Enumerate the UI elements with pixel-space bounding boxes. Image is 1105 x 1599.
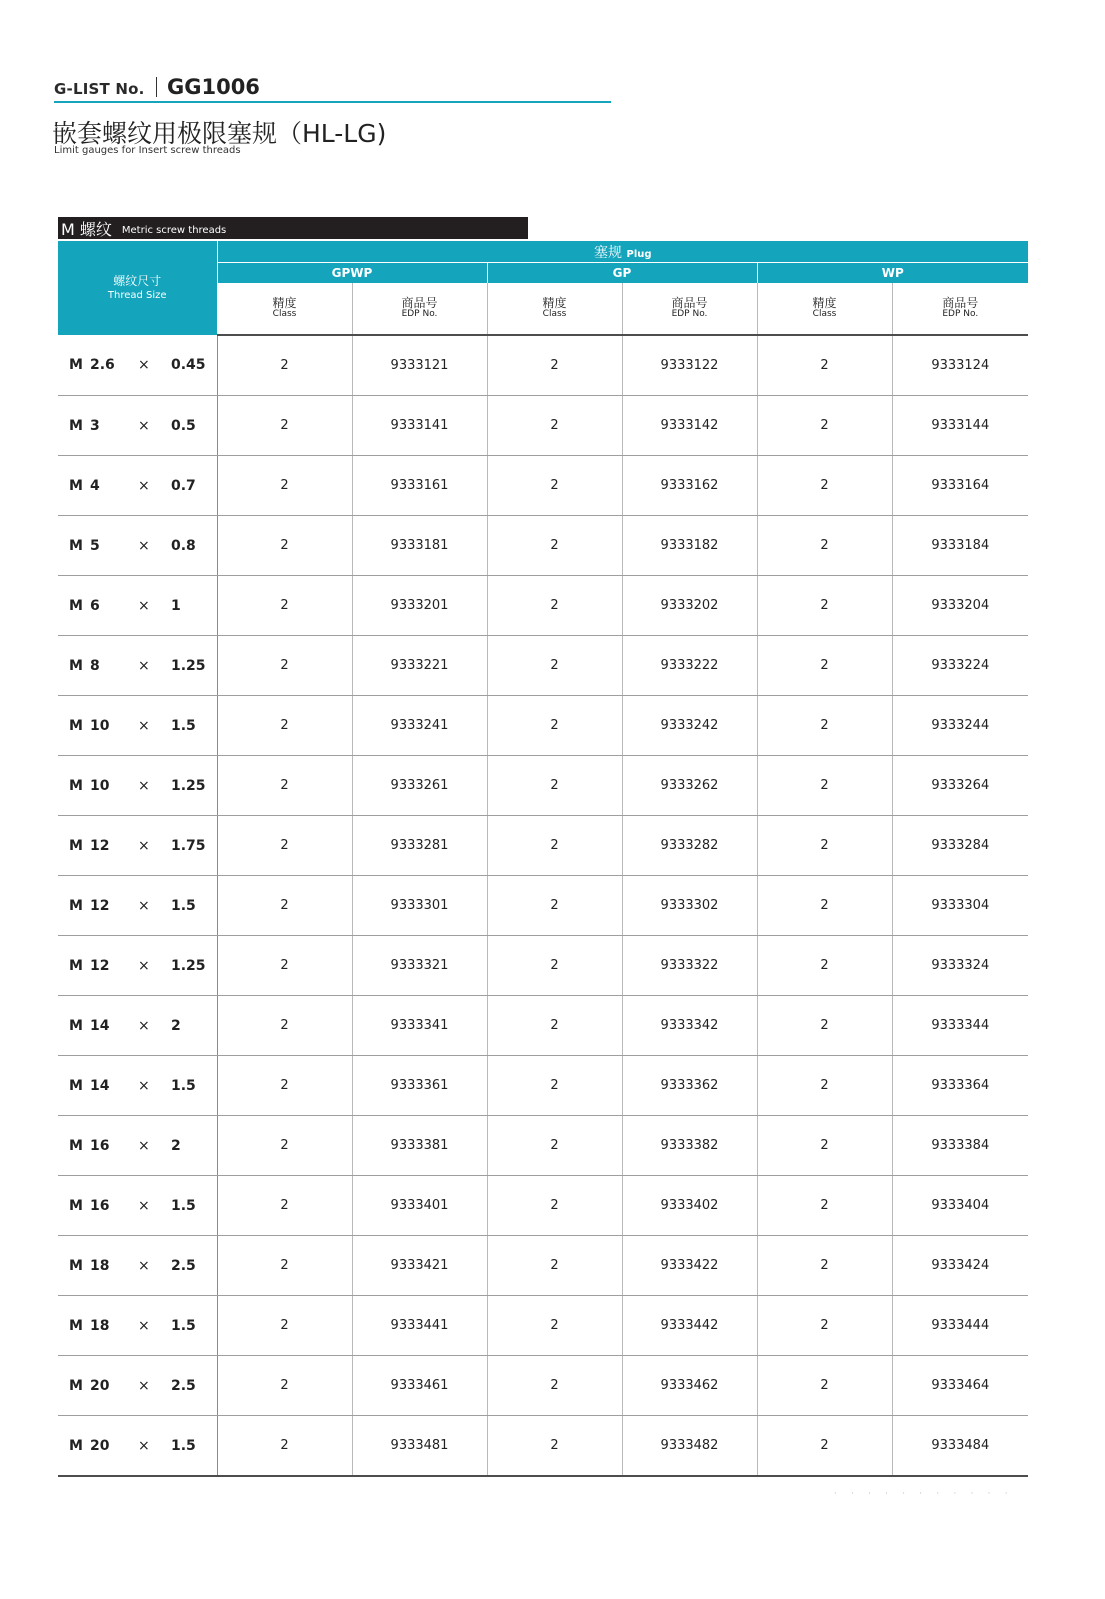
header-rule — [54, 101, 611, 103]
times-sign: × — [138, 897, 150, 914]
times-sign: × — [138, 657, 150, 674]
thread-prefix: M — [69, 1437, 83, 1454]
gpwp-class: 2 — [217, 1416, 352, 1477]
gp-edp: 9333322 — [622, 936, 757, 996]
edp-header — [622, 283, 757, 335]
thread-diameter: 4 — [90, 477, 100, 494]
thread-diameter: 14 — [90, 1017, 110, 1034]
wp-class: 2 — [757, 996, 892, 1056]
gpwp-class: 2 — [217, 576, 352, 636]
wp-edp: 9333464 — [892, 1356, 1028, 1416]
gpwp-class: 2 — [217, 1356, 352, 1416]
group-header-gp: GP — [487, 263, 757, 284]
thread-prefix: M — [69, 1257, 83, 1274]
thread-pitch: 2.5 — [171, 1257, 196, 1274]
table-row — [58, 1176, 1028, 1236]
class-header-cn: 精度 — [272, 295, 297, 310]
times-sign: × — [138, 1377, 150, 1394]
gpwp-class: 2 — [217, 876, 352, 936]
times-sign: × — [138, 957, 150, 974]
gp-edp: 9333262 — [622, 756, 757, 816]
thread-prefix: M — [69, 477, 83, 494]
gpwp-class: 2 — [217, 1236, 352, 1296]
gp-edp: 9333402 — [622, 1176, 757, 1236]
wp-class: 2 — [757, 1116, 892, 1176]
wp-class: 2 — [757, 516, 892, 576]
wp-edp: 9333184 — [892, 516, 1028, 576]
class-header — [757, 283, 892, 335]
edp-header-en: EDP No. — [942, 309, 979, 320]
gpwp-class: 2 — [217, 396, 352, 456]
thread-prefix: M — [69, 1017, 83, 1034]
gpwp-edp: 9333361 — [352, 1056, 487, 1116]
times-sign: × — [138, 1437, 150, 1454]
product-table — [58, 241, 1028, 1477]
thread-prefix: M — [69, 657, 83, 674]
thread-pitch: 2.5 — [171, 1377, 196, 1394]
gp-edp: 9333462 — [622, 1356, 757, 1416]
wp-class: 2 — [757, 456, 892, 516]
gp-class: 2 — [487, 996, 622, 1056]
gpwp-edp: 9333181 — [352, 516, 487, 576]
thread-pitch: 0.7 — [171, 477, 196, 494]
times-sign: × — [138, 1077, 150, 1094]
wp-edp: 9333404 — [892, 1176, 1028, 1236]
wp-edp: 9333304 — [892, 876, 1028, 936]
wp-class: 2 — [757, 1056, 892, 1116]
thread-diameter: 18 — [90, 1317, 110, 1334]
table-body — [58, 335, 1028, 1476]
thread-pitch: 1.5 — [171, 1197, 196, 1214]
thread-prefix: M — [69, 1137, 83, 1154]
gpwp-class: 2 — [217, 516, 352, 576]
thread-prefix: M — [69, 837, 83, 854]
table-row — [58, 1296, 1028, 1356]
thread-size-cell — [58, 1236, 217, 1296]
thread-prefix: M — [69, 537, 83, 554]
plug-header — [217, 241, 1028, 263]
gp-edp: 9333422 — [622, 1236, 757, 1296]
gp-class: 2 — [487, 396, 622, 456]
class-header-en: Class — [542, 309, 567, 320]
edp-header-cn: 商品号 — [671, 295, 708, 310]
thread-size-cell — [58, 396, 217, 456]
gpwp-edp: 9333461 — [352, 1356, 487, 1416]
wp-edp: 9333424 — [892, 1236, 1028, 1296]
thread-diameter: 16 — [90, 1137, 110, 1154]
thread-diameter: 16 — [90, 1197, 110, 1214]
gp-edp: 9333282 — [622, 816, 757, 876]
times-sign: × — [138, 1197, 150, 1214]
thread-size-cell — [58, 996, 217, 1056]
glist-label: G-LIST No. — [54, 80, 145, 98]
thread-diameter: 3 — [90, 417, 100, 434]
thread-prefix: M — [69, 417, 83, 434]
thread-size-cell — [58, 876, 217, 936]
table-row — [58, 996, 1028, 1056]
wp-class: 2 — [757, 1176, 892, 1236]
wp-edp: 9333384 — [892, 1116, 1028, 1176]
times-sign: × — [138, 837, 150, 854]
thread-pitch: 0.45 — [171, 357, 206, 373]
thread-pitch: 1.25 — [171, 777, 206, 794]
wp-edp: 9333124 — [892, 335, 1028, 396]
gpwp-edp: 9333441 — [352, 1296, 487, 1356]
wp-class: 2 — [757, 576, 892, 636]
thread-prefix: M — [69, 1077, 83, 1094]
gpwp-class: 2 — [217, 816, 352, 876]
table-row — [58, 876, 1028, 936]
gp-class: 2 — [487, 636, 622, 696]
wp-class: 2 — [757, 1416, 892, 1477]
thread-diameter: 18 — [90, 1257, 110, 1274]
table-row — [58, 576, 1028, 636]
gp-edp: 9333382 — [622, 1116, 757, 1176]
gp-class: 2 — [487, 1296, 622, 1356]
wp-class: 2 — [757, 1296, 892, 1356]
plug-header-cn: 塞规 — [594, 244, 623, 261]
wp-edp: 9333444 — [892, 1296, 1028, 1356]
gp-edp: 9333202 — [622, 576, 757, 636]
glist-header — [54, 74, 260, 99]
wp-edp: 9333204 — [892, 576, 1028, 636]
times-sign: × — [138, 597, 150, 614]
thread-pitch: 2 — [171, 1017, 181, 1034]
thread-size-cell — [58, 576, 217, 636]
wp-class: 2 — [757, 936, 892, 996]
wp-edp: 9333244 — [892, 696, 1028, 756]
footer-dots: · · · · · · · · · · · — [834, 1489, 1014, 1498]
times-sign: × — [138, 537, 150, 554]
page-title: 嵌套螺纹用极限塞规（HL-LG) — [52, 119, 387, 148]
gpwp-class: 2 — [217, 335, 352, 396]
times-sign: × — [138, 1137, 150, 1154]
edp-header — [892, 283, 1028, 335]
thread-diameter: 14 — [90, 1077, 110, 1094]
table-row — [58, 936, 1028, 996]
thread-diameter: 12 — [90, 837, 110, 854]
edp-header-cn: 商品号 — [942, 295, 979, 310]
table-row — [58, 696, 1028, 756]
thread-diameter: 20 — [90, 1377, 110, 1394]
gp-class: 2 — [487, 876, 622, 936]
wp-class: 2 — [757, 816, 892, 876]
gp-class: 2 — [487, 1416, 622, 1477]
thread-prefix: M — [69, 777, 83, 794]
thread-pitch: 1.5 — [171, 1437, 196, 1454]
wp-edp: 9333164 — [892, 456, 1028, 516]
wp-class: 2 — [757, 756, 892, 816]
class-header-cn: 精度 — [542, 295, 567, 310]
thread-diameter: 12 — [90, 957, 110, 974]
gpwp-class: 2 — [217, 756, 352, 816]
table-row — [58, 516, 1028, 576]
table-row — [58, 756, 1028, 816]
gp-class: 2 — [487, 1236, 622, 1296]
times-sign: × — [138, 777, 150, 794]
gpwp-edp: 9333121 — [352, 335, 487, 396]
gp-edp: 9333302 — [622, 876, 757, 936]
gpwp-edp: 9333221 — [352, 636, 487, 696]
gpwp-edp: 9333241 — [352, 696, 487, 756]
gp-class: 2 — [487, 1056, 622, 1116]
gp-edp: 9333242 — [622, 696, 757, 756]
gp-edp: 9333142 — [622, 396, 757, 456]
thread-prefix: M — [69, 957, 83, 974]
gpwp-class: 2 — [217, 1116, 352, 1176]
gpwp-edp: 9333161 — [352, 456, 487, 516]
gp-class: 2 — [487, 756, 622, 816]
table-row — [58, 456, 1028, 516]
gp-class: 2 — [487, 816, 622, 876]
thread-size-cell — [58, 696, 217, 756]
gpwp-class: 2 — [217, 936, 352, 996]
gp-edp: 9333442 — [622, 1296, 757, 1356]
wp-class: 2 — [757, 696, 892, 756]
wp-class: 2 — [757, 335, 892, 396]
thread-pitch: 0.8 — [171, 537, 196, 554]
class-header-cn: 精度 — [812, 295, 837, 310]
class-header-en: Class — [812, 309, 837, 320]
table-row — [58, 1416, 1028, 1477]
thread-prefix: M — [69, 1377, 83, 1394]
gp-class: 2 — [487, 1356, 622, 1416]
gp-edp: 9333122 — [622, 335, 757, 396]
gp-edp: 9333362 — [622, 1056, 757, 1116]
thread-prefix: M — [69, 1317, 83, 1334]
thread-diameter: 6 — [90, 597, 100, 614]
wp-class: 2 — [757, 876, 892, 936]
gpwp-class: 2 — [217, 456, 352, 516]
gpwp-class: 2 — [217, 636, 352, 696]
gpwp-edp: 9333381 — [352, 1116, 487, 1176]
gpwp-edp: 9333341 — [352, 996, 487, 1056]
thread-size-cell — [58, 1296, 217, 1356]
wp-edp: 9333324 — [892, 936, 1028, 996]
thread-pitch: 1.5 — [171, 1077, 196, 1094]
thread-size-cell — [58, 1056, 217, 1116]
gp-edp: 9333162 — [622, 456, 757, 516]
gp-class: 2 — [487, 1116, 622, 1176]
gpwp-class: 2 — [217, 1296, 352, 1356]
group-header-gpwp: GPWP — [217, 263, 487, 284]
gpwp-edp: 9333261 — [352, 756, 487, 816]
gp-class: 2 — [487, 456, 622, 516]
thread-diameter: 10 — [90, 717, 110, 734]
times-sign: × — [138, 477, 150, 494]
thread-diameter: 8 — [90, 657, 100, 674]
gp-class: 2 — [487, 335, 622, 396]
thread-pitch: 1.25 — [171, 657, 206, 674]
thread-size-header — [58, 241, 217, 335]
thread-size-cell — [58, 1176, 217, 1236]
gp-edp: 9333182 — [622, 516, 757, 576]
wp-class: 2 — [757, 636, 892, 696]
gp-edp: 9333342 — [622, 996, 757, 1056]
wp-edp: 9333264 — [892, 756, 1028, 816]
gp-class: 2 — [487, 516, 622, 576]
section-title-bar — [58, 217, 528, 239]
gpwp-edp: 9333421 — [352, 1236, 487, 1296]
thread-prefix: M — [69, 1197, 83, 1214]
edp-header — [352, 283, 487, 335]
gp-class: 2 — [487, 576, 622, 636]
thread-size-cell — [58, 1116, 217, 1176]
thread-pitch: 1.5 — [171, 717, 196, 734]
glist-code: GG1006 — [167, 75, 260, 99]
gp-class: 2 — [487, 1176, 622, 1236]
edp-header-cn: 商品号 — [401, 295, 438, 310]
section-title-cn: M 螺纹 — [61, 219, 112, 239]
times-sign: × — [138, 357, 150, 373]
thread-pitch: 1 — [171, 597, 181, 614]
table-row — [58, 1356, 1028, 1416]
gpwp-class: 2 — [217, 996, 352, 1056]
thread-size-cell — [58, 335, 217, 396]
times-sign: × — [138, 1317, 150, 1334]
thread-prefix: M — [69, 897, 83, 914]
wp-class: 2 — [757, 1236, 892, 1296]
gp-edp: 9333222 — [622, 636, 757, 696]
thread-diameter: 5 — [90, 537, 100, 554]
gpwp-class: 2 — [217, 1176, 352, 1236]
wp-edp: 9333484 — [892, 1416, 1028, 1477]
wp-edp: 9333144 — [892, 396, 1028, 456]
table-row — [58, 396, 1028, 456]
gp-class: 2 — [487, 696, 622, 756]
gpwp-class: 2 — [217, 1056, 352, 1116]
gp-class: 2 — [487, 936, 622, 996]
thread-diameter: 2.6 — [90, 357, 115, 373]
thread-size-cell — [58, 1416, 217, 1477]
thread-size-cell — [58, 636, 217, 696]
class-header — [487, 283, 622, 335]
wp-edp: 9333344 — [892, 996, 1028, 1056]
thread-prefix: M — [69, 717, 83, 734]
gpwp-edp: 9333141 — [352, 396, 487, 456]
wp-edp: 9333284 — [892, 816, 1028, 876]
plug-header-en: Plug — [626, 248, 652, 260]
gpwp-edp: 9333201 — [352, 576, 487, 636]
thread-size-cell — [58, 816, 217, 876]
table-row — [58, 1056, 1028, 1116]
section-title-en: Metric screw threads — [121, 224, 227, 236]
gp-edp: 9333482 — [622, 1416, 757, 1477]
thread-pitch: 2 — [171, 1137, 181, 1154]
group-header-wp: WP — [757, 263, 1028, 284]
thread-diameter: 12 — [90, 897, 110, 914]
times-sign: × — [138, 717, 150, 734]
wp-class: 2 — [757, 396, 892, 456]
times-sign: × — [138, 417, 150, 434]
thread-pitch: 1.25 — [171, 957, 206, 974]
thread-size-header-cn: 螺纹尺寸 — [113, 274, 162, 289]
thread-diameter: 10 — [90, 777, 110, 794]
times-sign: × — [138, 1257, 150, 1274]
table-row — [58, 1236, 1028, 1296]
thread-pitch: 1.75 — [171, 837, 206, 854]
class-header — [217, 283, 352, 335]
thread-pitch: 1.5 — [171, 897, 196, 914]
thread-size-header-en: Thread Size — [107, 289, 167, 301]
thread-pitch: 0.5 — [171, 417, 196, 434]
thread-size-cell — [58, 516, 217, 576]
thread-prefix: M — [69, 597, 83, 614]
wp-class: 2 — [757, 1356, 892, 1416]
wp-edp: 9333224 — [892, 636, 1028, 696]
table-row — [58, 636, 1028, 696]
times-sign: × — [138, 1017, 150, 1034]
gpwp-edp: 9333481 — [352, 1416, 487, 1477]
thread-size-cell — [58, 1356, 217, 1416]
table-row — [58, 335, 1028, 396]
edp-header-en: EDP No. — [671, 309, 708, 320]
thread-pitch: 1.5 — [171, 1317, 196, 1334]
wp-edp: 9333364 — [892, 1056, 1028, 1116]
thread-size-cell — [58, 756, 217, 816]
table-row — [58, 1116, 1028, 1176]
gpwp-edp: 9333321 — [352, 936, 487, 996]
thread-diameter: 20 — [90, 1437, 110, 1454]
thread-prefix: M — [69, 357, 83, 373]
page-subtitle: Limit gauges for Insert screw threads — [54, 145, 241, 156]
thread-size-cell — [58, 456, 217, 516]
gpwp-class: 2 — [217, 696, 352, 756]
edp-header-en: EDP No. — [401, 309, 438, 320]
thread-size-cell — [58, 936, 217, 996]
header-divider — [156, 77, 158, 97]
class-header-en: Class — [272, 309, 297, 320]
gpwp-edp: 9333401 — [352, 1176, 487, 1236]
table-row — [58, 816, 1028, 876]
gpwp-edp: 9333301 — [352, 876, 487, 936]
gpwp-edp: 9333281 — [352, 816, 487, 876]
